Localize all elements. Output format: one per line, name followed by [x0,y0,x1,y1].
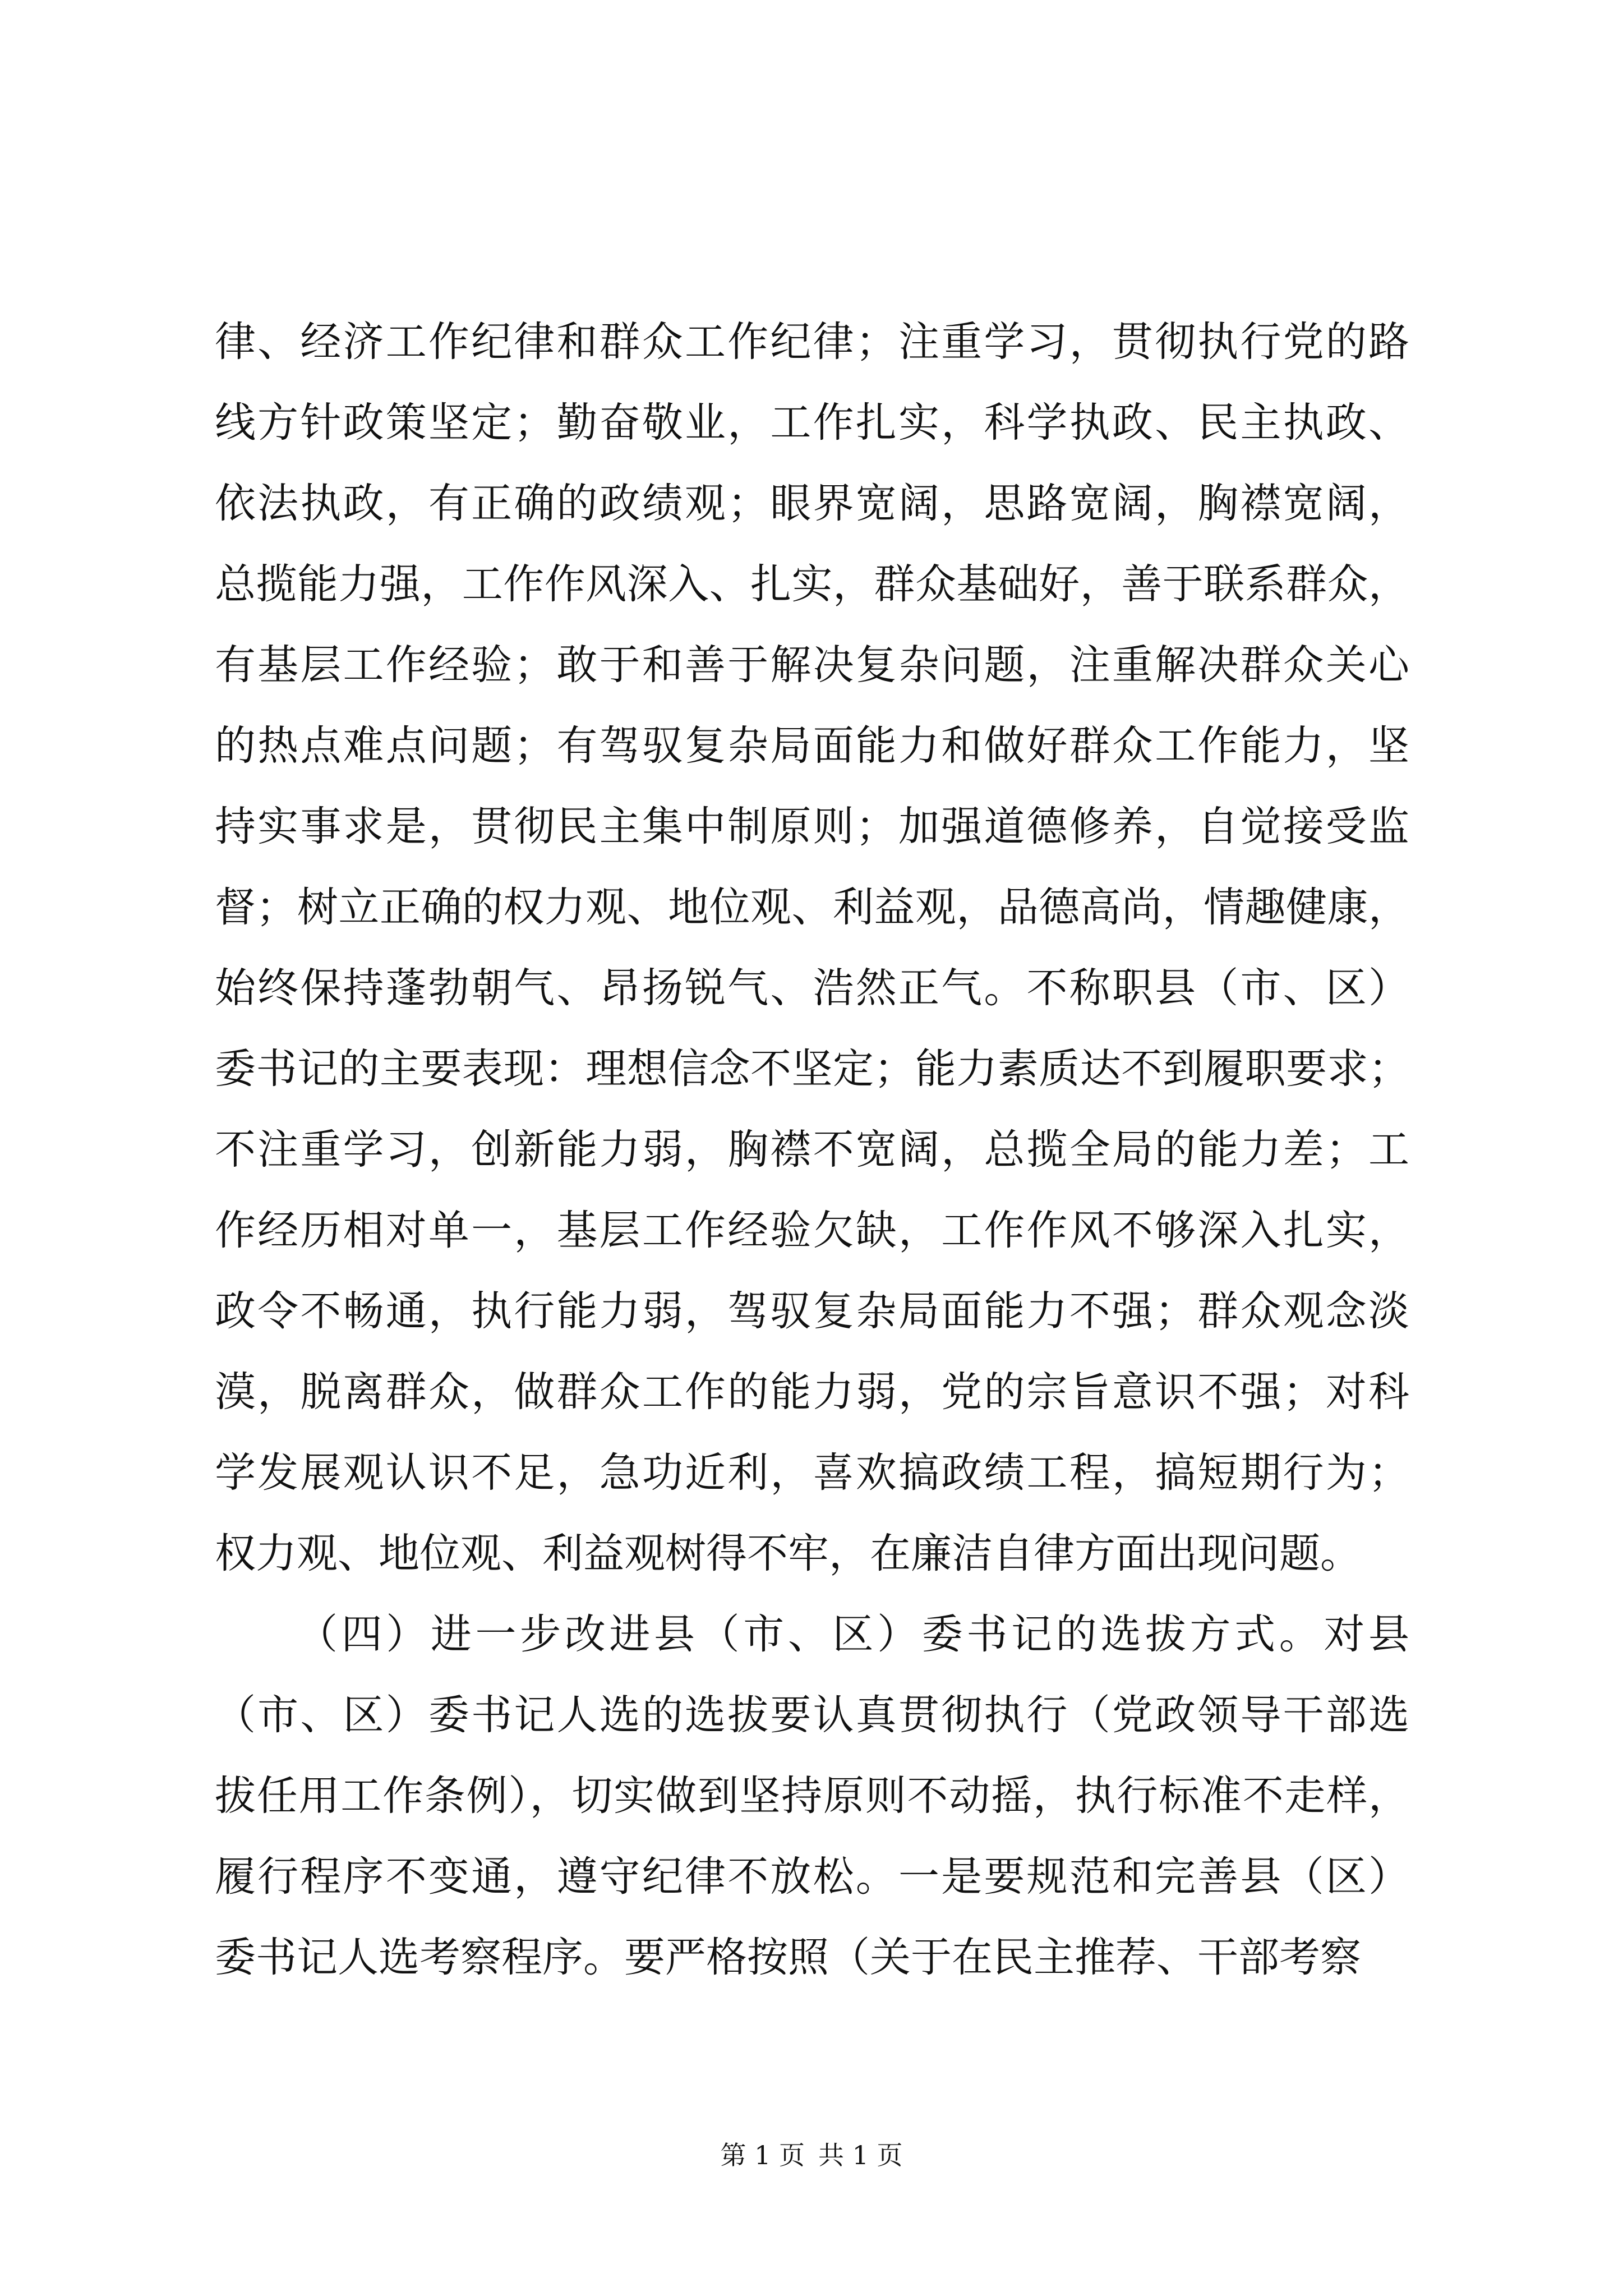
text-line: 总揽能力强，工作作风深入、扎实，群众基础好，善于联系群众， [215,560,1409,608]
text-line: 政令不畅通，执行能力弱，驾驭复杂局面能力不强；群众观念淡 [215,1287,1409,1335]
text-line: 有基层工作经验；敢于和善于解决复杂问题，注重解决群众关心 [215,641,1409,689]
text-line: （市、区）委书记人选的选拔要认真贯彻执行（党政领导干部选 [215,1691,1409,1739]
text-line: 拔任用工作条例），切实做到坚持原则不动摇，执行标准不走样， [215,1772,1409,1820]
text-line: 学发展观认识不足，急功近利，喜欢搞政绩工程，搞短期行为； [215,1449,1409,1497]
text-line: 持实事求是，贯彻民主集中制原则；加强道德修养，自觉接受监 [215,803,1409,850]
text-line: 督；树立正确的权力观、地位观、利益观，品德高尚，情趣健康， [215,884,1409,931]
text-line: 律、经济工作纪律和群众工作纪律；注重学习，贯彻执行党的路 [215,318,1409,366]
text-line: 履行程序不变通，遵守纪律不放松。一是要规范和完善县（区） [215,1853,1409,1901]
text-line: 漠，脱离群众，做群众工作的能力弱，党的宗旨意识不强；对科 [215,1368,1409,1416]
text-line: 委书记人选考察程序。要严格按照（关于在民主推荐、干部考察 [215,1934,1361,1981]
text-line: 权力观、地位观、利益观树得不牢，在廉洁自律方面出现问题。 [215,1530,1361,1577]
page-number: 第 1 页 [720,2140,805,2170]
text-line: （四）进一步改进县（市、区）委书记的选拔方式。对县 [297,1611,1409,1658]
text-line: 委书记的主要表现：理想信念不坚定；能力素质达不到履职要求； [215,1045,1409,1093]
text-line: 不注重学习，创新能力弱，胸襟不宽阔，总揽全局的能力差；工 [215,1126,1409,1174]
text-line: 作经历相对单一，基层工作经验欠缺，工作作风不够深入扎实， [215,1207,1409,1254]
paragraph-1 [215,302,1409,1594]
text-line: 始终保持蓬勃朝气、昂扬锐气、浩然正气。不称职县（市、区） [215,964,1409,1012]
text-line: 依法执政，有正确的政绩观；眼界宽阔，思路宽阔，胸襟宽阔， [215,480,1409,527]
text-line: 线方针政策坚定；勤奋敬业，工作扎实，科学执政、民主执政、 [215,399,1409,447]
text-line: 的热点难点问题；有驾驭复杂局面能力和做好群众工作能力，坚 [215,722,1409,770]
body-text [215,302,1409,1998]
page-total: 共 1 页 [818,2140,903,2170]
page-footer [0,2138,1623,2172]
paragraph-2 [215,1594,1409,1998]
